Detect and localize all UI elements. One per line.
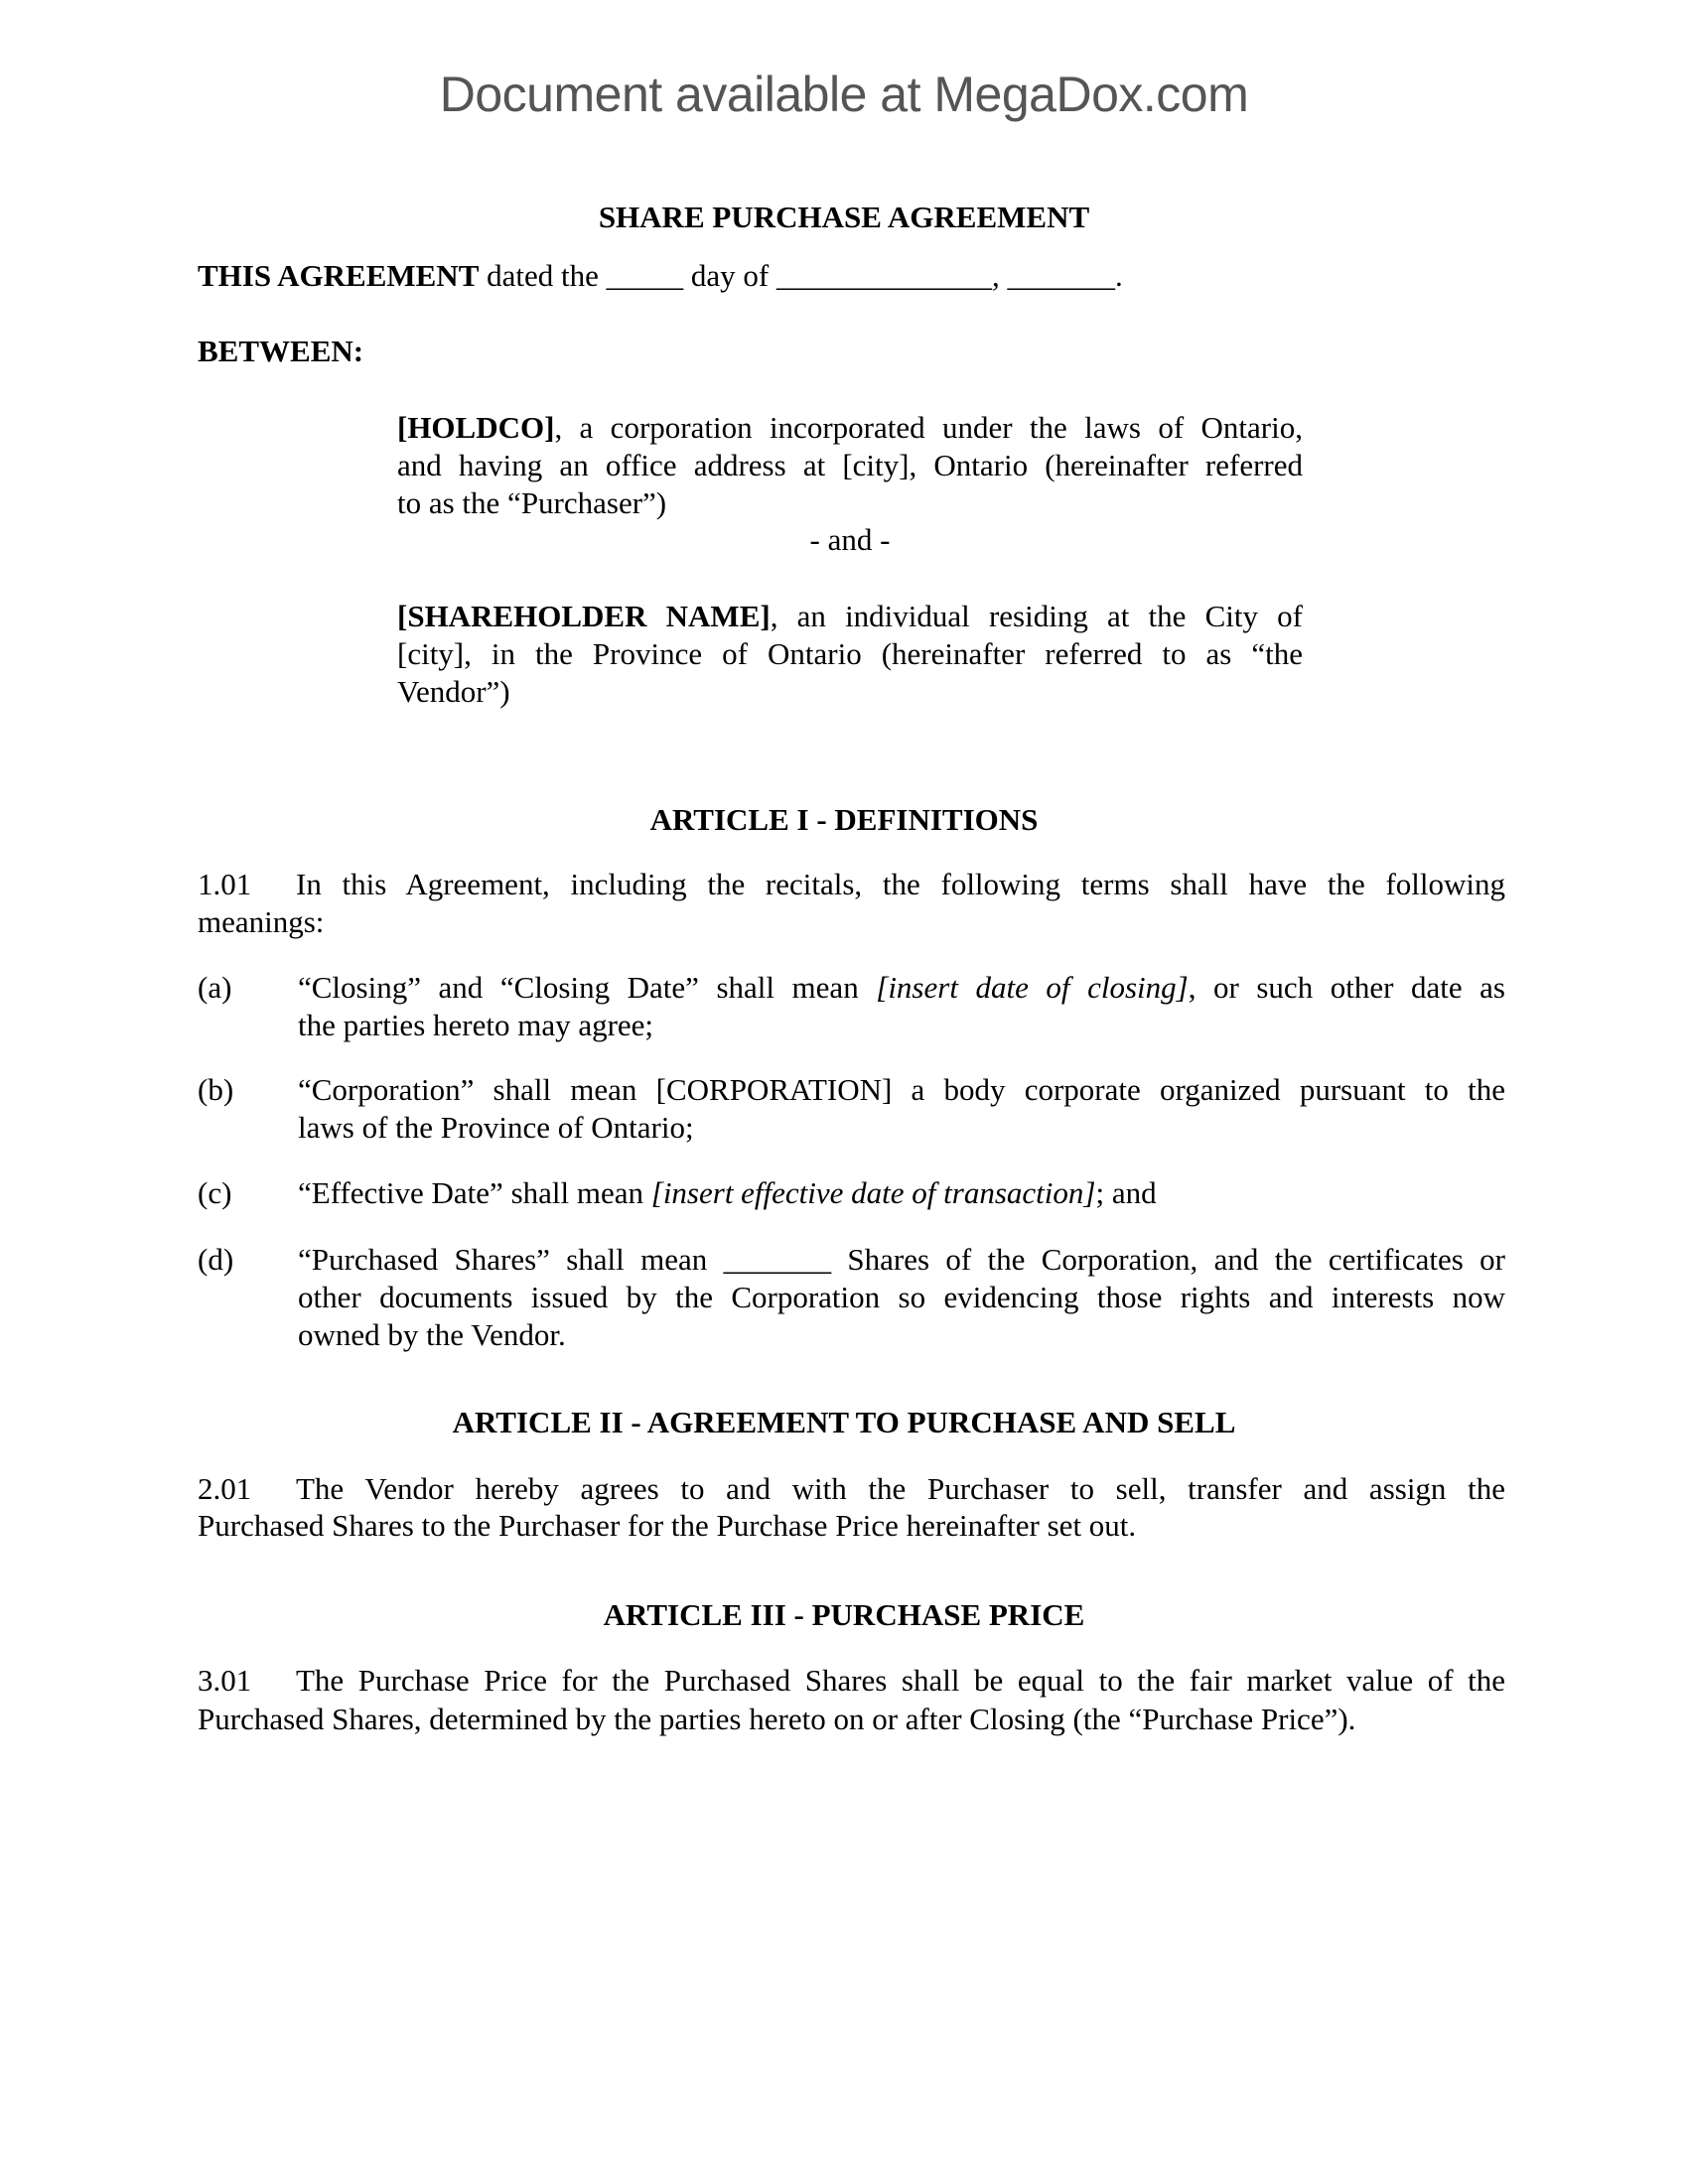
comma: , [991, 258, 1000, 293]
vendor-line-2: [city], in the Province of Ontario (hereinafter referred to as “the [397, 636, 1303, 671]
agreement-date-line [198, 258, 1123, 294]
purchaser-name: [HOLDCO] [397, 410, 555, 445]
definition-line-2: laws of the Province of Ontario; [298, 1110, 694, 1145]
definition-label: (b) [198, 1072, 234, 1107]
month-blank[interactable]: ______________ [775, 258, 992, 293]
vendor-line-3: Vendor”) [397, 674, 510, 709]
definition-line-3: owned by the Vendor. [298, 1317, 566, 1352]
between-label: BETWEEN: [198, 334, 364, 368]
section-text-line-2: meanings: [198, 904, 325, 939]
section-text-line-1: In this Agreement, including the recitals, the following terms shall have the following [296, 867, 1505, 901]
effective-date-placeholder[interactable]: [insert effective date of transaction] [650, 1175, 1096, 1210]
article-3-heading: ARTICLE III - PURCHASE PRICE [603, 1597, 1085, 1632]
definition-label: (c) [198, 1175, 232, 1210]
vendor-name: [SHAREHOLDER NAME] [397, 599, 771, 633]
section-text-line-1: The Vendor hereby agrees to and with the Purchaser to sell, transfer and assign the [296, 1471, 1505, 1506]
purchaser-line-1-text: , a corporation incorporated under the laws of Ontario, [554, 410, 1303, 445]
section-text-line-2: Purchased Shares, determined by the parties hereto on or after Closing (the “Purchase Price”). [198, 1702, 1356, 1736]
period: . [1114, 258, 1123, 293]
definition-line-2: other documents issued by the Corporation so evidencing those rights and interests now [298, 1280, 1505, 1314]
and-separator: - and - [809, 522, 891, 557]
section-number: 2.01 [198, 1471, 252, 1506]
dated-text: dated the [487, 258, 599, 293]
definition-label: (a) [198, 970, 232, 1005]
article-1-heading: ARTICLE I - DEFINITIONS [649, 802, 1039, 837]
definition-text: ; and [1095, 1175, 1157, 1210]
definition-line-1 [298, 1174, 1157, 1212]
section-number: 1.01 [198, 867, 252, 901]
day-blank[interactable]: _____ [606, 258, 684, 293]
definition-line-1: “Corporation” shall mean [CORPORATION] a body corporate organized pursuant to the [298, 1072, 1505, 1107]
section-number: 3.01 [198, 1663, 252, 1698]
vendor-line-1-text: , an individual residing at the City of [770, 599, 1304, 633]
closing-date-placeholder[interactable]: [insert date of closing] [876, 970, 1189, 1005]
year-blank[interactable]: _______ [1007, 258, 1115, 293]
purchaser-line-1 [397, 409, 1303, 447]
share-count-blank[interactable]: _______ [723, 1242, 832, 1277]
megadox-banner: Document available at MegaDox.com [439, 67, 1249, 122]
definition-text: “Closing” and “Closing Date” shall mean [298, 970, 877, 1005]
definition-line-1 [298, 969, 1505, 1007]
article-2-heading: ARTICLE II - AGREEMENT TO PURCHASE AND SELL [452, 1405, 1236, 1439]
section-text-line-1: The Purchase Price for the Purchased Shares shall be equal to the fair market value of the [296, 1663, 1505, 1698]
definition-line-1 [298, 1241, 1505, 1279]
definition-label: (d) [198, 1242, 234, 1277]
definition-text: “Purchased Shares” shall mean [298, 1242, 724, 1277]
purchaser-line-2: and having an office address at [city], Ontario (hereinafter referred [397, 448, 1303, 482]
day-of-text: day of [690, 258, 770, 293]
document-title: SHARE PURCHASE AGREEMENT [598, 200, 1090, 234]
definition-text: “Effective Date” shall mean [298, 1175, 651, 1210]
definition-text: , or such other date as [1188, 970, 1505, 1005]
agreement-lead: THIS AGREEMENT [198, 258, 480, 293]
definition-text: Shares of the Corporation, and the certificates or [831, 1242, 1505, 1277]
vendor-line-1 [397, 598, 1303, 635]
section-text-line-2: Purchased Shares to the Purchaser for the Purchase Price hereinafter set out. [198, 1508, 1137, 1543]
purchaser-line-3: to as the “Purchaser”) [397, 485, 667, 520]
definition-line-2: the parties hereto may agree; [298, 1008, 654, 1042]
